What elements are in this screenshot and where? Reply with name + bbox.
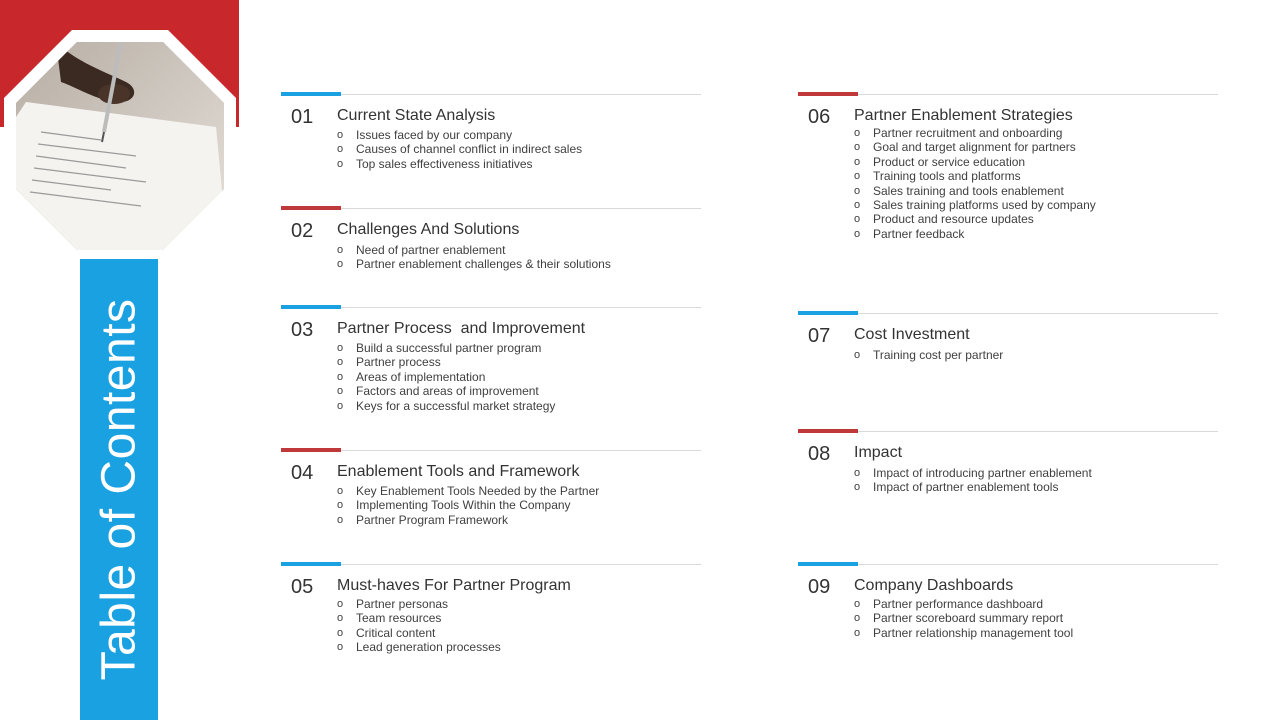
section-number: 02 (291, 220, 314, 242)
list-item: o Partner relationship management tool (854, 626, 1073, 640)
section-divider (798, 564, 1218, 565)
list-item: o Areas of implementation (337, 370, 555, 384)
section-accent (798, 311, 858, 315)
section-divider (281, 450, 701, 451)
section-title: Enablement Tools and Framework (337, 463, 580, 480)
section-number: 05 (291, 576, 314, 598)
section-title: Partner Process and Improvement (337, 320, 586, 337)
list-item: o Product or service education (854, 155, 1096, 169)
section-number: 06 (808, 106, 831, 128)
list-item: o Sales training and tools enablement (854, 184, 1096, 198)
section-title: Partner Enablement Strategies (854, 107, 1073, 124)
section-divider (281, 564, 701, 565)
section-items (854, 348, 1003, 362)
section-number: 09 (808, 576, 831, 598)
section-items (854, 597, 1073, 640)
list-item: o Causes of channel conflict in indirect sales (337, 142, 582, 156)
list-item: o Goal and target alignment for partners (854, 140, 1096, 154)
section-items (854, 466, 1092, 495)
page-title: Table of Contents (92, 298, 146, 681)
section-divider (798, 431, 1218, 432)
section-accent (281, 448, 341, 452)
list-item: o Partner scoreboard summary report (854, 611, 1073, 625)
list-item: o Impact of introducing partner enablement (854, 466, 1092, 480)
list-item: o Lead generation processes (337, 640, 501, 654)
section-number: 07 (808, 325, 831, 347)
section-divider (798, 94, 1218, 95)
list-item: o Partner feedback (854, 227, 1096, 241)
hand-writing-photo (16, 42, 224, 250)
section-divider (798, 313, 1218, 314)
section-title: Must-haves For Partner Program (337, 577, 571, 594)
list-item: o Product and resource updates (854, 212, 1096, 226)
section-accent (281, 562, 341, 566)
section-accent (281, 206, 341, 210)
list-item: o Key Enablement Tools Needed by the Partner (337, 484, 599, 498)
section-accent (798, 429, 858, 433)
section-items (337, 128, 582, 171)
section-accent (798, 562, 858, 566)
section-number: 03 (291, 319, 314, 341)
section-items (337, 484, 599, 527)
list-item: o Sales training platforms used by company (854, 198, 1096, 212)
section-number: 01 (291, 106, 314, 128)
list-item: o Top sales effectiveness initiatives (337, 157, 582, 171)
list-item: o Build a successful partner program (337, 341, 555, 355)
list-item: o Partner enablement challenges & their solutions (337, 257, 611, 271)
list-item: o Training cost per partner (854, 348, 1003, 362)
section-divider (281, 307, 701, 308)
section-items (854, 126, 1096, 241)
list-item: o Partner recruitment and onboarding (854, 126, 1096, 140)
section-number: 04 (291, 462, 314, 484)
section-items (337, 341, 555, 413)
list-item: o Critical content (337, 626, 501, 640)
section-accent (281, 305, 341, 309)
section-title: Challenges And Solutions (337, 221, 520, 238)
section-accent (281, 92, 341, 96)
list-item: o Keys for a successful market strategy (337, 399, 555, 413)
list-item: o Partner performance dashboard (854, 597, 1073, 611)
list-item: o Impact of partner enablement tools (854, 480, 1092, 494)
list-item: o Implementing Tools Within the Company (337, 498, 599, 512)
list-item: o Partner Program Framework (337, 513, 599, 527)
section-divider (281, 94, 701, 95)
section-divider (281, 208, 701, 209)
list-item: o Partner process (337, 355, 555, 369)
section-title: Company Dashboards (854, 577, 1014, 594)
list-item: o Partner personas (337, 597, 501, 611)
page-title-container (80, 259, 158, 720)
list-item: o Team resources (337, 611, 501, 625)
section-title: Cost Investment (854, 326, 970, 343)
list-item: o Factors and areas of improvement (337, 384, 555, 398)
section-accent (798, 92, 858, 96)
section-items (337, 597, 501, 655)
list-item: o Issues faced by our company (337, 128, 582, 142)
section-title: Impact (854, 444, 903, 461)
section-title: Current State Analysis (337, 107, 496, 124)
list-item: o Need of partner enablement (337, 243, 611, 257)
section-items (337, 243, 611, 272)
section-number: 08 (808, 443, 831, 465)
list-item: o Training tools and platforms (854, 169, 1096, 183)
